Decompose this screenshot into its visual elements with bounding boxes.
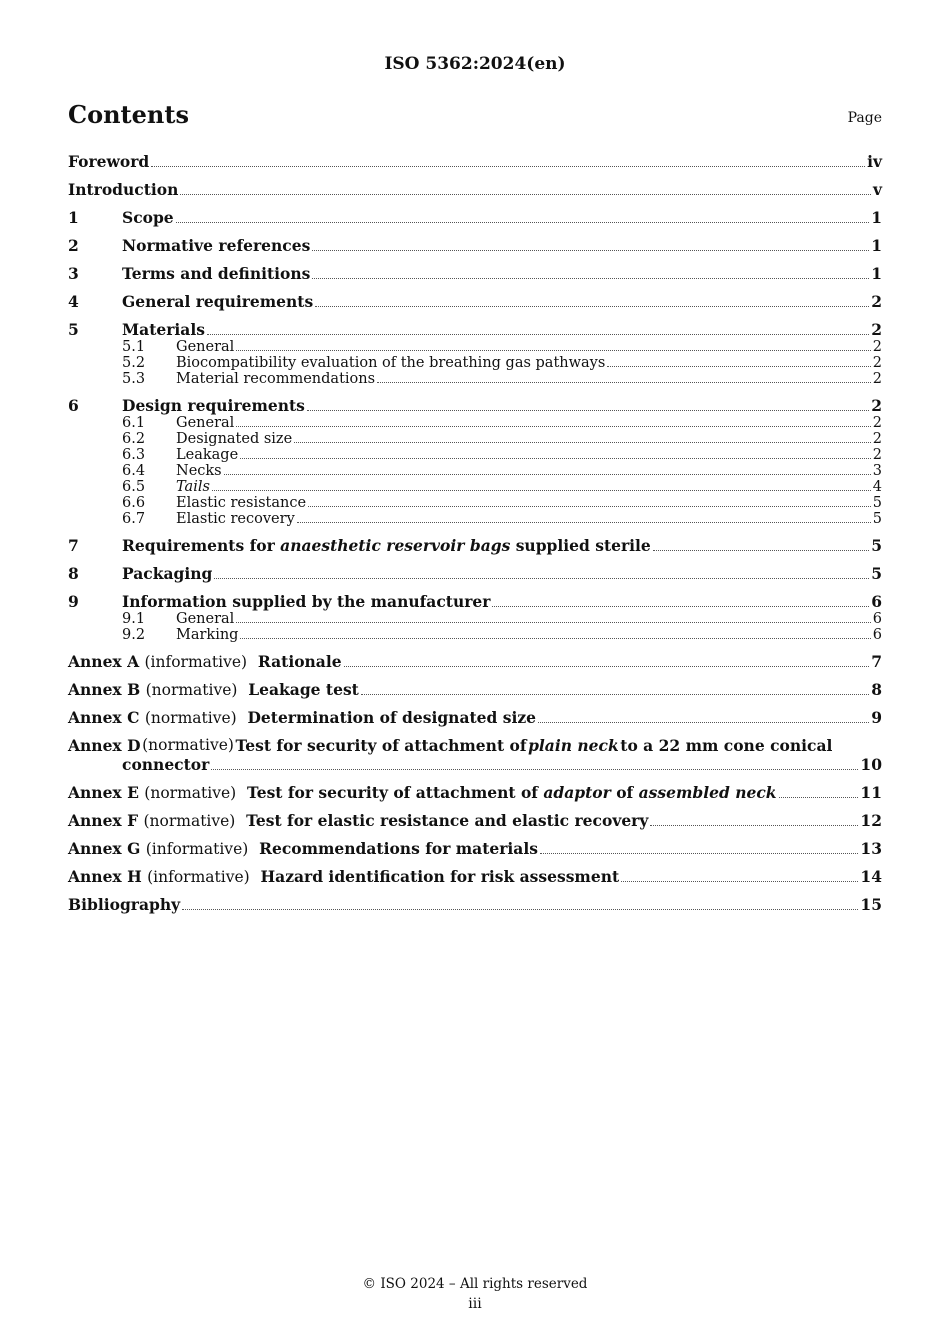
toc-entry-design-requirements[interactable]: 6 Design requirements 2 bbox=[68, 396, 882, 415]
toc-entry-introduction[interactable]: Introduction v bbox=[68, 180, 882, 199]
copyright-notice: © ISO 2024 – All rights reserved bbox=[362, 1276, 588, 1292]
document-id-header: ISO 5362:2024(en) bbox=[384, 54, 566, 74]
toc-entry-annex-c[interactable]: Annex C (normative) Determination of designated size 9 bbox=[68, 708, 882, 727]
toc-entry-5-3[interactable]: 5.3 Material recommendations 2 bbox=[122, 371, 882, 387]
toc-entry-6-2[interactable]: 6.2 Designated size 2 bbox=[122, 431, 882, 447]
toc-entry-normative-references[interactable]: 2 Normative references 1 bbox=[68, 236, 882, 255]
toc-entry-annex-a[interactable]: Annex A (informative) Rationale 7 bbox=[68, 652, 882, 671]
toc-entry-information-supplied[interactable]: 9 Information supplied by the manufacturer 6 bbox=[68, 592, 882, 611]
toc-entry-6-3[interactable]: 6.3 Leakage 2 bbox=[122, 447, 882, 463]
toc-entry-annex-f[interactable]: Annex F (normative) Test for elastic resistance and elastic recovery 12 bbox=[68, 811, 882, 830]
table-of-contents bbox=[68, 152, 882, 914]
page-column-label: Page bbox=[847, 110, 882, 126]
contents-title: Contents bbox=[68, 100, 189, 129]
toc-entry-6-1[interactable]: 6.1 General 2 bbox=[122, 415, 882, 431]
toc-entry-foreword[interactable]: Foreword iv bbox=[68, 152, 882, 171]
toc-entry-6-4[interactable]: 6.4 Necks 3 bbox=[122, 463, 882, 479]
toc-entry-scope[interactable]: 1 Scope 1 bbox=[68, 208, 882, 227]
page-number: iii bbox=[468, 1296, 482, 1312]
annex-d-second-line: connector 10 bbox=[122, 755, 882, 774]
toc-entry-5-2[interactable]: 5.2 Biocompatibility evaluation of the breathing gas pathways 2 bbox=[122, 355, 882, 371]
toc-entry-annex-d[interactable] bbox=[68, 736, 882, 774]
toc-entry-terms[interactable]: 3 Terms and definitions 1 bbox=[68, 264, 882, 283]
page-footer bbox=[0, 1276, 950, 1312]
toc-entry-annex-g[interactable]: Annex G (informative) Recommendations for materials 13 bbox=[68, 839, 882, 858]
toc-entry-materials[interactable]: 5 Materials 2 bbox=[68, 320, 882, 339]
toc-entry-annex-h[interactable]: Annex H (informative) Hazard identification for risk assessment 14 bbox=[68, 867, 882, 886]
toc-entry-annex-b[interactable]: Annex B (normative) Leakage test 8 bbox=[68, 680, 882, 699]
toc-entry-6-6[interactable]: 6.6 Elastic resistance 5 bbox=[122, 495, 882, 511]
toc-entry-packaging[interactable]: 8 Packaging 5 bbox=[68, 564, 882, 583]
annex-d-first-line: Annex D (normative) Test for security of attachment of plain neck to a 22 mm cone conical bbox=[68, 736, 833, 755]
toc-entry-9-1[interactable]: 9.1 General 6 bbox=[122, 611, 882, 627]
toc-entry-general-requirements[interactable]: 4 General requirements 2 bbox=[68, 292, 882, 311]
toc-entry-5-1[interactable]: 5.1 General 2 bbox=[122, 339, 882, 355]
toc-entry-6-5[interactable]: 6.5 Tails 4 bbox=[122, 479, 882, 495]
toc-entry-6-7[interactable]: 6.7 Elastic recovery 5 bbox=[122, 511, 882, 527]
toc-entry-bibliography[interactable]: Bibliography 15 bbox=[68, 895, 882, 914]
toc-entry-annex-e[interactable]: Annex E (normative) Test for security of attachment of adaptor of assembled neck 11 bbox=[68, 783, 882, 802]
toc-entry-sterile-requirements[interactable]: 7 Requirements for anaesthetic reservoir bags supplied sterile 5 bbox=[68, 536, 882, 555]
toc-entry-9-2[interactable]: 9.2 Marking 6 bbox=[122, 627, 882, 643]
